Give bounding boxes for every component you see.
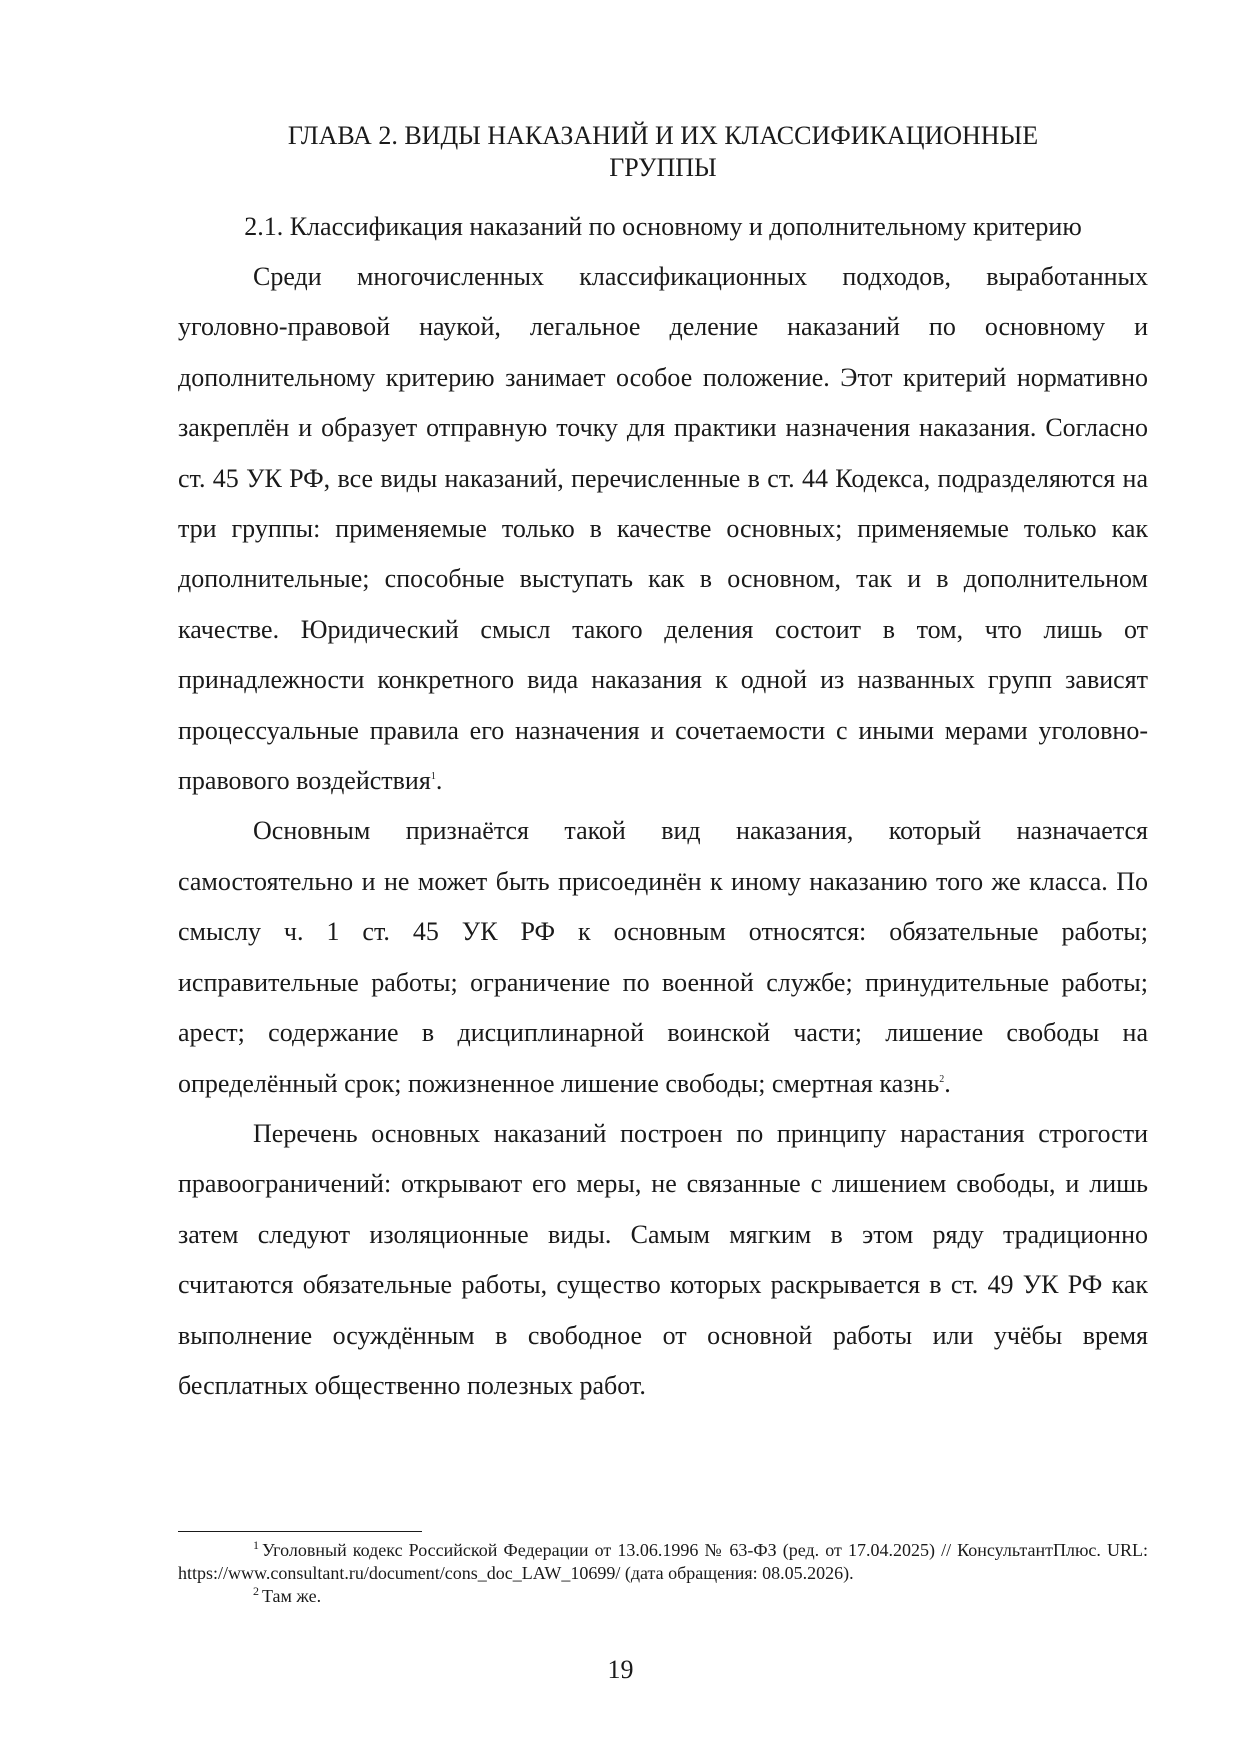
paragraph-end: . — [435, 766, 443, 796]
paragraph-text: Перечень основных наказаний построен по принципу нарастания строгости правоограничений: открывают его меры, не связанные с лишением свободы, и лишь затем следуют изоляционные виды. Самым мягким в этом ряду традиционно считаются обязательные работы, существо которых раскрывается в ст. 49 УК РФ как выполнение осуждённым в свободное от основной работы или учёбы время бесплатных общественно полезных работ. — [178, 1118, 1148, 1400]
footnote-text: Уголовный кодекс Российской Федерации от 13.06.1996 № 63-ФЗ (ред. от 17.04.2025) // КонсультантПлюс. URL: https://www.consultant.ru/document/cons_doc_LAW_10699/ (дата обращения: 08.05.2026). — [178, 1540, 1148, 1583]
paragraph — [178, 806, 1148, 1108]
footnote — [178, 1539, 1148, 1585]
paragraph-text: Основным признаётся такой вид наказания, который назначается самостоятельно и не может быть присоединён к иному наказанию того же класса. По смыслу ч. 1 ст. 45 УК РФ к основным относятся: обязательные работы; исправительные работы; ограничение по военной службе; принудительные работы; арест; содержание в дисциплинарной воинской части; лишение свободы на определённый срок; пожизненное лишение свободы; смертная казнь — [178, 816, 1148, 1098]
footnote-separator — [178, 1531, 422, 1532]
footnote-ref[interactable]: 2 — [939, 1073, 945, 1085]
footnote-ref[interactable]: 1 — [430, 771, 436, 783]
chapter-title — [178, 120, 1148, 184]
paragraph — [178, 252, 1148, 806]
footnote-text: Там же. — [262, 1586, 322, 1606]
footnote-number: 1 — [253, 1538, 259, 1552]
paragraph-end: . — [944, 1068, 951, 1098]
paragraph-text: Среди многочисленных классификационных подходов, выработанных уголовно-правовой наукой, легальное деление наказаний по основному и дополнительному критерию занимает особое положение. Этот критерий нормативно закреплён и образует отправную точку для практики назначения наказания. Согласно ст. 45 УК РФ, все виды наказаний, перечисленные в ст. 44 Кодекса, подразделяются на три группы: применяемые только в качестве основных; применяемые только как дополнительные; способные выступать как в основном, так и в дополнительном качестве. Юридический смысл такого деления состоит в том, что лишь от принадлежности конкретного вида наказания к одной из названных групп зависят процессуальные правила его назначения и сочетаемости с иными мерами уголовно-правового воздействия — [178, 262, 1148, 796]
footnote — [178, 1585, 1148, 1608]
section-title: 2.1. Классификация наказаний по основному и дополнительному критерию — [244, 212, 1082, 241]
page-number: 19 — [607, 1655, 634, 1684]
chapter-title-line-2: ГРУППЫ — [609, 153, 717, 182]
paragraph — [178, 1109, 1148, 1411]
chapter-title-line-1: ГЛАВА 2. ВИДЫ НАКАЗАНИЙ И ИХ КЛАССИФИКАЦИОННЫЕ — [287, 121, 1039, 150]
footnote-number: 2 — [253, 1584, 259, 1598]
footnotes — [178, 1539, 1148, 1608]
body-text — [178, 252, 1148, 1411]
